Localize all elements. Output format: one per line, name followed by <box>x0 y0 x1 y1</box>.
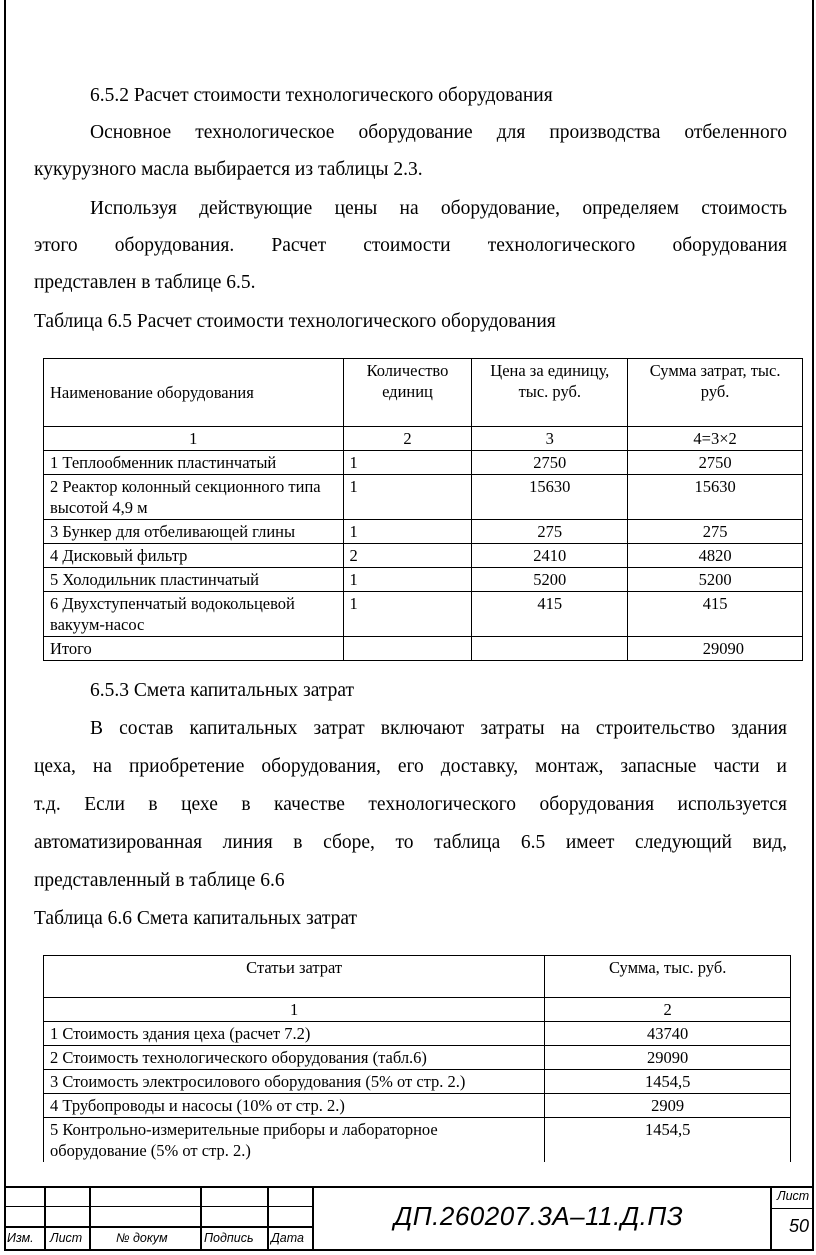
header-amount: Сумма, тыс. руб. <box>545 956 791 998</box>
paragraph-2-line-2: этого оборудования. Расчет стоимости технологического оборудования <box>34 235 787 256</box>
cost-item-cell: 3 Стоимость электросилового оборудования (5% от стр. 2.) <box>44 1070 545 1094</box>
table-row <box>44 592 803 637</box>
title-block-col-line <box>44 1186 46 1251</box>
table-caption-65: Таблица 6.5 Расчет стоимости технологического оборудования <box>34 311 556 332</box>
total-cost-cell: 4820 <box>628 544 803 568</box>
equipment-name-cell: 5 Холодильник пластинчатый <box>44 568 344 592</box>
total-cost-cell: 415 <box>628 592 803 637</box>
paragraph-3-line-4: автоматизированная линия в сборе, то таблица 6.5 имеет следующий вид, <box>34 832 787 853</box>
sheet-label: Лист <box>777 1189 810 1203</box>
total-cost-cell: 275 <box>628 520 803 544</box>
header-cost-item: Статьи затрат <box>44 956 545 998</box>
sheet-number: 50 <box>789 1216 810 1236</box>
numbering-cell: 4=3×2 <box>628 427 803 451</box>
section-heading-652: 6.5.2 Расчет стоимости технологического оборудования <box>90 85 553 106</box>
label-signature: Подпись <box>204 1231 254 1245</box>
table-65-numbering-row <box>44 427 803 451</box>
title-block-col-line <box>200 1186 202 1251</box>
paragraph-1-line-1: Основное технологическое оборудование для производства отбеленного <box>90 122 787 143</box>
unit-price-cell: 2410 <box>472 544 628 568</box>
paragraph-1-line-2: кукурузного масла выбирается из таблицы 2.3. <box>34 159 423 180</box>
unit-price-cell: 2750 <box>472 451 628 475</box>
unit-price-cell <box>472 637 628 661</box>
title-block-col-line <box>312 1186 314 1251</box>
table-row <box>44 1070 791 1094</box>
label-change: Изм. <box>7 1231 34 1245</box>
document-code: ДП.260207.3А–11.Д.ПЗ <box>394 1201 684 1231</box>
cost-item-cell: 1 Стоимость здания цеха (расчет 7.2) <box>44 1022 545 1046</box>
quantity-cell: 1 <box>343 451 472 475</box>
total-label-cell: Итого <box>44 637 344 661</box>
title-block-col-line <box>770 1186 772 1251</box>
title-block-col-line <box>267 1186 269 1251</box>
label-sheet: Лист <box>50 1231 83 1245</box>
equipment-name-cell: 4 Дисковый фильтр <box>44 544 344 568</box>
unit-price-cell: 5200 <box>472 568 628 592</box>
table-caption-66: Таблица 6.6 Смета капитальных затрат <box>34 908 358 929</box>
table-total-row <box>44 637 803 661</box>
table-row <box>44 1094 791 1118</box>
numbering-cell: 2 <box>545 998 791 1022</box>
quantity-cell: 1 <box>343 520 472 544</box>
table-66-header-row <box>44 956 791 998</box>
table-row <box>44 520 803 544</box>
section-heading-653: 6.5.3 Смета капитальных затрат <box>90 680 355 701</box>
table-66-numbering-row <box>44 998 791 1022</box>
label-date: Дата <box>271 1231 304 1245</box>
table-66 <box>43 955 791 1162</box>
total-cost-cell: 5200 <box>628 568 803 592</box>
title-block-top-line <box>4 1186 814 1188</box>
paragraph-3-line-1: В состав капитальных затрат включают затраты на строительство здания <box>90 718 787 739</box>
numbering-cell: 1 <box>44 427 344 451</box>
total-sum-cell: 29090 <box>628 637 803 661</box>
paragraph-3-line-3: т.д. Если в цехе в качестве технологического оборудования используется <box>34 794 787 815</box>
cost-item-cell: 5 Контрольно-измерительные приборы и лабораторное оборудование (5% от стр. 2.) <box>44 1118 545 1163</box>
header-total-cost: Сумма затрат, тыс. руб. <box>628 359 803 427</box>
numbering-cell: 1 <box>44 998 545 1022</box>
quantity-cell: 1 <box>343 592 472 637</box>
total-cost-cell: 15630 <box>628 475 803 520</box>
quantity-cell: 2 <box>343 544 472 568</box>
table-65-header-row <box>44 359 803 427</box>
table-row <box>44 544 803 568</box>
amount-cell: 43740 <box>545 1022 791 1046</box>
cost-item-cell: 4 Трубопроводы и насосы (10% от стр. 2.) <box>44 1094 545 1118</box>
paragraph-3-line-2: цеха, на приобретение оборудования, его доставку, монтаж, запасные части и <box>34 756 787 777</box>
table-65 <box>43 358 803 661</box>
unit-price-cell: 275 <box>472 520 628 544</box>
header-unit-price: Цена за единицу, тыс. руб. <box>472 359 628 427</box>
paragraph-2-line-1: Используя действующие цены на оборудование, определяем стоимость <box>90 198 787 219</box>
quantity-cell: 1 <box>343 568 472 592</box>
amount-cell: 29090 <box>545 1046 791 1070</box>
equipment-name-cell: 3 Бункер для отбеливающей глины <box>44 520 344 544</box>
paragraph-2-line-3: представлен в таблице 6.5. <box>34 272 256 293</box>
equipment-name-cell: 6 Двухступенчатый водокольцевой вакуум-насос <box>44 592 344 637</box>
cost-item-cell: 2 Стоимость технологического оборудования (табл.6) <box>44 1046 545 1070</box>
equipment-name-cell: 2 Реактор колонный секционного типа высотой 4,9 м <box>44 475 344 520</box>
sheet-cell-line <box>770 1208 814 1209</box>
amount-cell: 1454,5 <box>545 1118 791 1163</box>
quantity-cell <box>343 637 472 661</box>
header-equipment-name: Наименование оборудования <box>44 359 344 427</box>
amount-cell: 2909 <box>545 1094 791 1118</box>
table-row <box>44 568 803 592</box>
numbering-cell: 3 <box>472 427 628 451</box>
amount-cell: 1454,5 <box>545 1070 791 1094</box>
numbering-cell: 2 <box>343 427 472 451</box>
table-row <box>44 475 803 520</box>
table-row <box>44 1046 791 1070</box>
paragraph-3-line-5: представленный в таблице 6.6 <box>34 870 285 891</box>
unit-price-cell: 415 <box>472 592 628 637</box>
table-row <box>44 1022 791 1046</box>
unit-price-cell: 15630 <box>472 475 628 520</box>
quantity-cell: 1 <box>343 475 472 520</box>
table-row <box>44 1118 791 1163</box>
header-quantity: Количество единиц <box>343 359 472 427</box>
label-doc-number: № докум <box>116 1231 168 1245</box>
table-row <box>44 451 803 475</box>
equipment-name-cell: 1 Теплообменник пластинчатый <box>44 451 344 475</box>
title-block <box>4 1186 814 1251</box>
title-block-col-line <box>89 1186 91 1251</box>
total-cost-cell: 2750 <box>628 451 803 475</box>
